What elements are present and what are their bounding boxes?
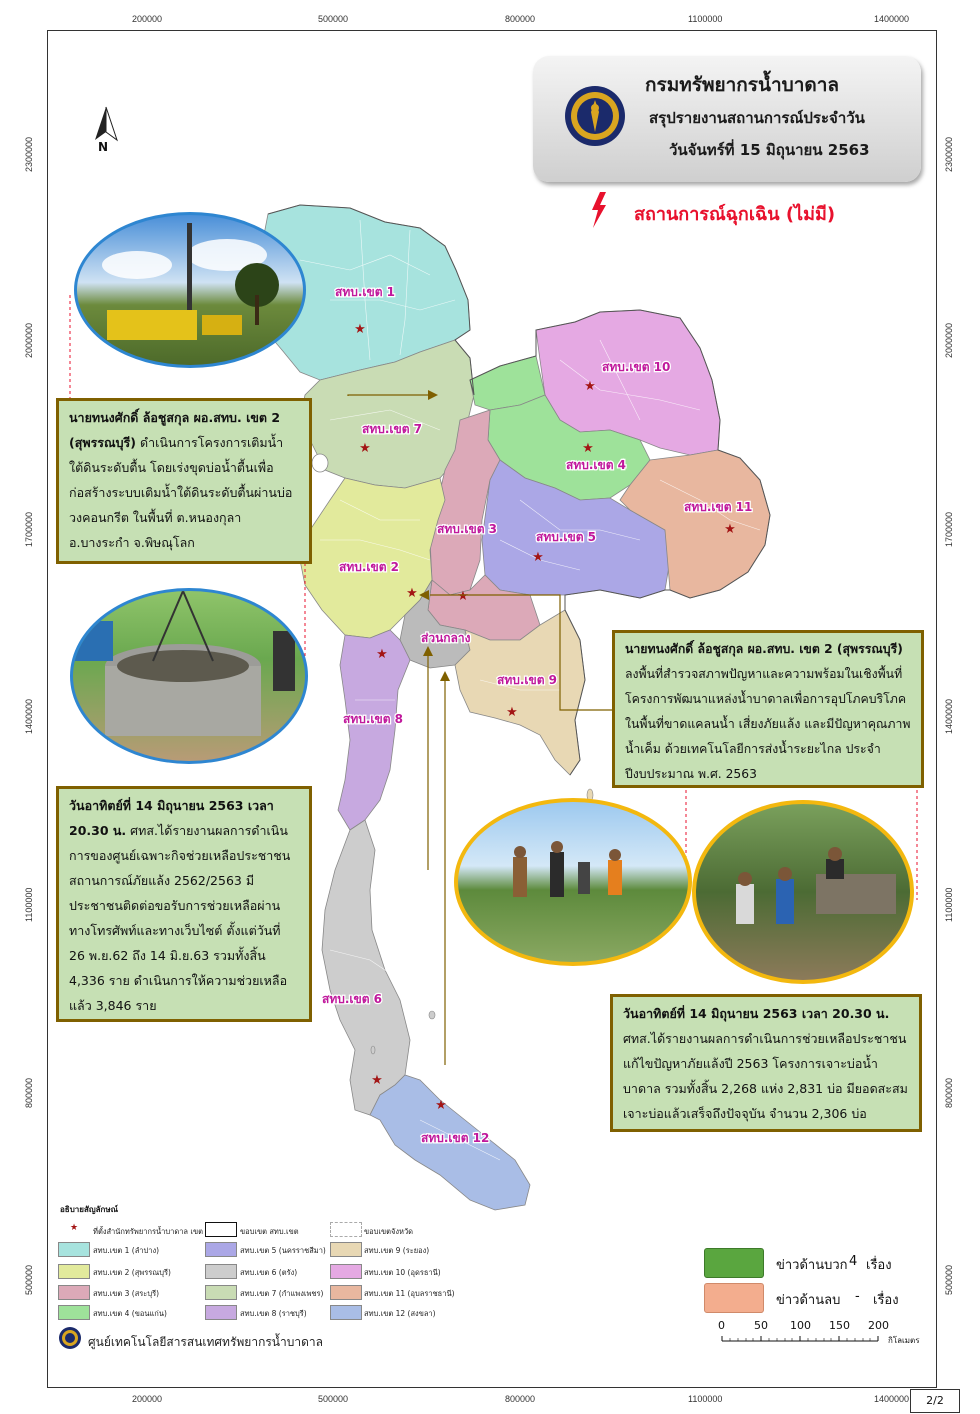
- scale-tick-label: 150: [829, 1319, 850, 1332]
- legend-office-label: ที่ตั้งสำนักทรัพยากรน้ำบาดาล เขต: [93, 1227, 203, 1236]
- scale-tick-label: 200: [868, 1319, 889, 1332]
- legend-item-label: สทบ.เขต 3 (สระบุรี): [93, 1289, 160, 1298]
- region-label-11: สทบ.เขต 11: [684, 500, 753, 514]
- region-6-area: [322, 820, 410, 1115]
- legend-province-boundary-label: ขอบเขตจังหวัด: [364, 1227, 414, 1236]
- header-date: วันจันทร์ที่ 15 มิถุนายน 2563: [669, 141, 870, 159]
- legend-star-icon: ★: [70, 1223, 79, 1233]
- news-box-2-head: นายทนงศักดิ์ ล้อชูสกุล ผอ.สทบ. เขต 2 (สุพรรณบุรี): [625, 642, 903, 656]
- region-label-6: สทบ.เขต 6: [322, 992, 383, 1006]
- negative-news-unit: เรื่อง: [873, 1293, 899, 1308]
- office-star-12: ★: [435, 1098, 447, 1113]
- tick-bottom: 1100000: [688, 1394, 723, 1404]
- tick-left: 1700000: [24, 511, 34, 547]
- scale-tick-label: 100: [790, 1319, 811, 1332]
- north-arrow: [95, 107, 117, 140]
- tick-right: 2300000: [944, 136, 954, 172]
- news-box-groundwater-recharge: [56, 398, 312, 564]
- region-label-central: ส่วนกลาง: [421, 631, 471, 645]
- region-8-area: [338, 630, 410, 830]
- header-title: กรมทรัพยากรน้ำบาดาล: [645, 74, 840, 96]
- photo-drilling-rig: [74, 212, 306, 368]
- tick-right: 800000: [944, 1077, 954, 1108]
- legend-item-label: สทบ.เขต 5 (นครราชสีมา): [240, 1246, 326, 1255]
- legend-region-boundary-label: ขอบเขต สทบ.เขต: [240, 1227, 299, 1236]
- legend-swatch: [330, 1285, 362, 1300]
- scale-unit: กิโลเมตร: [888, 1336, 920, 1345]
- north-label: N: [98, 140, 109, 154]
- legend-swatch: [205, 1305, 237, 1320]
- legend-item-label: สทบ.เขต 2 (สุพรรณบุรี): [93, 1268, 171, 1277]
- tick-left: 1100000: [24, 887, 34, 922]
- legend-title: อธิบายสัญลักษณ์: [60, 1205, 119, 1214]
- header-panel: [533, 56, 921, 182]
- photo-concrete-well: [70, 588, 308, 764]
- dgr-logo: [563, 84, 627, 148]
- negative-news-count: -: [855, 1289, 860, 1304]
- legend-item-label: สทบ.เขต 7 (กำแพงเพชร): [240, 1289, 324, 1298]
- news-box-4-head: วันอาทิตย์ที่ 14 มิถุนายน 2563 เวลา 20.30 น.: [623, 1006, 890, 1021]
- office-star-4: ★: [582, 441, 594, 456]
- legend-item-label: สทบ.เขต 8 (ราชบุรี): [240, 1309, 307, 1318]
- tick-top: 200000: [132, 14, 163, 24]
- office-star-3: ★: [457, 589, 469, 604]
- tick-left: 500000: [24, 1264, 34, 1295]
- legend-item-label: สทบ.เขต 11 (อุบลราชธานี): [364, 1289, 455, 1298]
- office-star-7: ★: [359, 441, 371, 456]
- legend-swatch: [205, 1285, 237, 1300]
- tick-bottom: 1400000: [874, 1394, 910, 1404]
- photo-meeting: [692, 800, 914, 984]
- news-box-4-body: ศทส.ได้รายงานผลการดำเนินการช่วยเหลือประชาชนแก้ไขปัญหาภัยแล้งปี 2563 โครงการเจาะบ่อน้ำบาดาล รวมทั้งสิ้น 2,268 แห่ง 2,831 บ่อ มียอดสะสมเจาะบ่อแล้วเสร็จถึงปัจจุบัน จำนวน 2,306 บ่อ: [623, 1031, 908, 1121]
- tick-right: 1100000: [944, 887, 954, 922]
- legend-item-label: สทบ.เขต 4 (ขอนแก่น): [93, 1309, 167, 1318]
- news-box-2-body: ลงพื้นที่สำรวจสภาพปัญหาและความพร้อมในเชิงพื้นที่ โครงการพัฒนาแหล่งน้ำบาดาลเพื่อการอุปโภคบริโภค ในพื้นที่ขาดแคลนน้ำ เสี่ยงภัยแล้ง และมีปัญหาคุณภาพน้ำเค็ม ด้วยเทคโนโลยีการส่งน้ำระยะไกล ประจำปีงบประมาณ พ.ศ. 2563: [625, 667, 911, 781]
- news-box-field-survey: [612, 630, 924, 788]
- tick-left: 1400000: [24, 698, 34, 734]
- region-label-8: สทบ.เขต 8: [343, 712, 404, 726]
- legend-swatch: [205, 1264, 237, 1279]
- legend-item-label: สทบ.เขต 10 (อุดรธานี): [364, 1268, 441, 1277]
- scale-bar: [722, 1336, 878, 1341]
- positive-news-swatch: [704, 1248, 764, 1278]
- tick-bottom: 200000: [132, 1394, 163, 1404]
- office-star-10: ★: [584, 379, 596, 394]
- news-box-3-head: วันอาทิตย์ที่ 14 มิถุนายน 2563 เวลา 20.30 น.: [69, 798, 274, 838]
- footer-logo: [58, 1326, 82, 1350]
- news-box-well-drilling: [610, 994, 922, 1132]
- tick-right: 500000: [944, 1264, 954, 1295]
- news-box-3-body: ศทส.ได้รายงานผลการดำเนินการของศูนย์เฉพาะกิจช่วยเหลือประชาชนสถานการณ์ภัยแล้ง 2562/2563 มีประชาชนติดต่อขอรับการช่วยเหลือผ่านทางโทรศัพท์และทางเว็บไซต์ ตั้งแต่วันที่ 26 พ.ย.62 ถึง 14 มิ.ย.63 รวมทั้งสิ้น 4,336 ราย ดำเนินการให้ความช่วยเหลือแล้ว 3,846 ราย: [69, 823, 291, 1013]
- region-label-10: สทบ.เขต 10: [602, 360, 671, 374]
- news-box-1-body: ดำเนินการโครงการเติมน้ำใต้ดินระดับตื้น โดยเร่งขุดบ่อน้ำตื้นเพื่อก่อสร้างระบบเติมน้ำใต้ดินระดับตื้นผ่านบ่อวงคอนกรีต ในพื้นที่ ต.หนองกุลา อ.บางระกำ จ.พิษณุโลก: [69, 435, 293, 550]
- tick-right: 1700000: [944, 511, 954, 547]
- region-label-2: สทบ.เขต 2: [339, 560, 400, 574]
- legend-swatch: [58, 1264, 90, 1279]
- page-number: 2/2: [910, 1389, 960, 1413]
- news-box-drought-center: [56, 786, 312, 1022]
- region-label-3: สทบ.เขต 3: [437, 522, 498, 536]
- region-label-12: สทบ.เขต 12: [421, 1131, 490, 1145]
- tick-top: 800000: [505, 14, 536, 24]
- tick-left: 800000: [24, 1077, 34, 1108]
- legend-swatch: [58, 1242, 90, 1257]
- negative-news-label: ข่าวด้านลบ: [776, 1293, 841, 1308]
- tick-left: 2000000: [24, 322, 34, 358]
- legend-item-label: สทบ.เขต 6 (ตรัง): [240, 1268, 298, 1277]
- legend-region-boundary-swatch: [205, 1222, 237, 1237]
- negative-news-swatch: [704, 1283, 764, 1313]
- tick-top: 1400000: [874, 14, 910, 24]
- office-star-5: ★: [532, 550, 544, 565]
- positive-news-count: 4: [849, 1254, 858, 1269]
- legend-swatch: [330, 1305, 362, 1320]
- footer-org: ศูนย์เทคโนโลยีสารสนเทศทรัพยากรน้ำบาดาล: [88, 1335, 323, 1349]
- region-label-1: สทบ.เขต 1: [335, 285, 396, 299]
- tick-right: 2000000: [944, 322, 954, 358]
- scale-tick-label: 0: [718, 1319, 725, 1332]
- positive-news-label: ข่าวด้านบวก: [776, 1258, 848, 1273]
- header-subtitle: สรุปรายงานสถานการณ์ประจำวัน: [649, 109, 865, 127]
- legend-item-label: สทบ.เขต 12 (สงขลา): [364, 1309, 436, 1318]
- emergency-status: สถานการณ์ฉุกเฉิน (ไม่มี): [634, 204, 836, 225]
- photo-field-survey: [454, 798, 692, 966]
- office-star-1: ★: [354, 322, 366, 337]
- legend-swatch: [330, 1264, 362, 1279]
- region-label-7: สทบ.เขต 7: [362, 422, 423, 436]
- region-label-4: สทบ.เขต 4: [566, 458, 627, 472]
- office-star-11: ★: [724, 522, 736, 537]
- tick-bottom: 800000: [505, 1394, 536, 1404]
- tick-top: 500000: [318, 14, 349, 24]
- office-star-2: ★: [406, 586, 418, 601]
- tick-left: 2300000: [24, 136, 34, 172]
- news-box-1-head: นายทนงศักดิ์ ล้อชูสกุล ผอ.สทบ. เขต 2 (สุพรรณบุรี): [69, 410, 281, 450]
- scale-tick-label: 50: [754, 1319, 768, 1332]
- office-star-9: ★: [506, 705, 518, 720]
- region-label-9: สทบ.เขต 9: [497, 673, 558, 687]
- legend-item-label: สทบ.เขต 1 (ลำปาง): [93, 1246, 160, 1255]
- legend-swatch: [205, 1242, 237, 1257]
- legend-swatch: [58, 1285, 90, 1300]
- office-star-6: ★: [371, 1073, 383, 1088]
- tick-top: 1100000: [688, 14, 723, 24]
- office-star-8: ★: [376, 647, 388, 662]
- positive-news-unit: เรื่อง: [866, 1258, 892, 1273]
- region-label-5: สทบ.เขต 5: [536, 530, 597, 544]
- legend-swatch: [330, 1242, 362, 1257]
- lightning-icon: [592, 192, 606, 228]
- legend-item-label: สทบ.เขต 9 (ระยอง): [364, 1246, 430, 1255]
- tick-bottom: 500000: [318, 1394, 349, 1404]
- legend-swatch: [58, 1305, 90, 1320]
- legend-province-boundary-swatch: [330, 1222, 362, 1237]
- tick-right: 1400000: [944, 698, 954, 734]
